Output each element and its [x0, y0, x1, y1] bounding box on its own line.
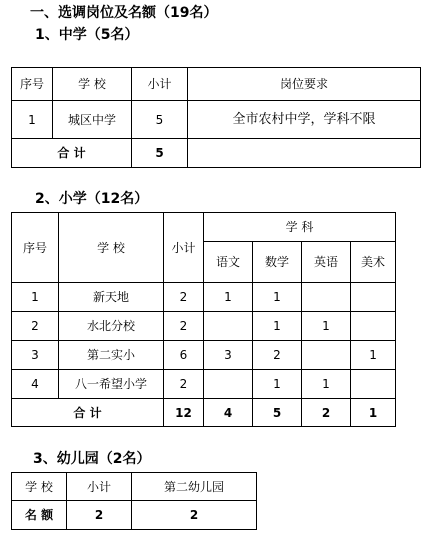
header-subtotal: 小计 [132, 68, 188, 101]
cell-school: 第二实小 [59, 341, 164, 370]
header-math: 数学 [253, 242, 302, 283]
cell-subtotal: 6 [164, 341, 204, 370]
cell-seq: 1 [12, 283, 59, 312]
cell-chinese [204, 312, 253, 341]
cell-school: 八一希望小学 [59, 370, 164, 399]
table-row [12, 101, 421, 139]
header-art: 美术 [351, 242, 396, 283]
table-row [12, 312, 396, 341]
table-row [12, 341, 396, 370]
total-subtotal: 5 [132, 139, 188, 168]
cell-english [302, 283, 351, 312]
total-empty [188, 139, 421, 168]
cell-school: 水北分校 [59, 312, 164, 341]
cell-seq: 2 [12, 312, 59, 341]
cell-chinese: 1 [204, 283, 253, 312]
cell-chinese [204, 370, 253, 399]
cell-math: 2 [253, 341, 302, 370]
cell-subtotal: 5 [132, 101, 188, 139]
quota-label: 名 额 [12, 501, 67, 530]
cell-subtotal: 2 [164, 370, 204, 399]
total-art: 1 [351, 399, 396, 427]
cell-school: 城区中学 [53, 101, 132, 139]
header-subtotal: 小计 [67, 473, 132, 501]
total-label: 合 计 [12, 139, 132, 168]
header-subject-group: 学 科 [204, 213, 396, 242]
header-kindergarten: 第二幼儿园 [132, 473, 257, 501]
middle-school-table [11, 67, 421, 168]
cell-requirement: 全市农村中学，学科不限 [188, 101, 421, 139]
cell-seq: 3 [12, 341, 59, 370]
primary-school-title: 2、小学（12名） [35, 191, 149, 207]
cell-english: 1 [302, 312, 351, 341]
middle-school-title: 1、中学（5名） [35, 27, 139, 43]
header-school: 学 校 [53, 68, 132, 101]
cell-school: 新天地 [59, 283, 164, 312]
table-row [12, 283, 396, 312]
header-requirement: 岗位要求 [188, 68, 421, 101]
header-chinese: 语文 [204, 242, 253, 283]
header-subtotal: 小计 [164, 213, 204, 283]
kindergarten-title: 3、幼儿园（2名） [33, 451, 151, 467]
cell-subtotal: 2 [164, 283, 204, 312]
cell-art [351, 370, 396, 399]
cell-art: 1 [351, 341, 396, 370]
header-school: 学 校 [59, 213, 164, 283]
table-header-row [12, 473, 257, 501]
cell-seq: 1 [12, 101, 53, 139]
table-header-row [12, 213, 396, 242]
total-row [12, 139, 421, 168]
total-label: 合 计 [12, 399, 164, 427]
total-english: 2 [302, 399, 351, 427]
cell-subtotal: 2 [164, 312, 204, 341]
cell-math: 1 [253, 312, 302, 341]
cell-chinese: 3 [204, 341, 253, 370]
cell-english: 1 [302, 370, 351, 399]
total-subtotal: 12 [164, 399, 204, 427]
cell-math: 1 [253, 370, 302, 399]
cell-english [302, 341, 351, 370]
total-row [12, 399, 396, 427]
total-chinese: 4 [204, 399, 253, 427]
quota-row [12, 501, 257, 530]
primary-school-table [11, 212, 396, 427]
cell-art [351, 283, 396, 312]
header-seq: 序号 [12, 213, 59, 283]
total-math: 5 [253, 399, 302, 427]
section-title: 一、选调岗位及名额（19名） [30, 5, 218, 21]
header-english: 英语 [302, 242, 351, 283]
cell-math: 1 [253, 283, 302, 312]
quota-subtotal: 2 [67, 501, 132, 530]
kindergarten-table [11, 472, 257, 530]
header-seq: 序号 [12, 68, 53, 101]
quota-kindergarten: 2 [132, 501, 257, 530]
cell-seq: 4 [12, 370, 59, 399]
table-row [12, 370, 396, 399]
table-header-row [12, 68, 421, 101]
header-school: 学 校 [12, 473, 67, 501]
cell-art [351, 312, 396, 341]
